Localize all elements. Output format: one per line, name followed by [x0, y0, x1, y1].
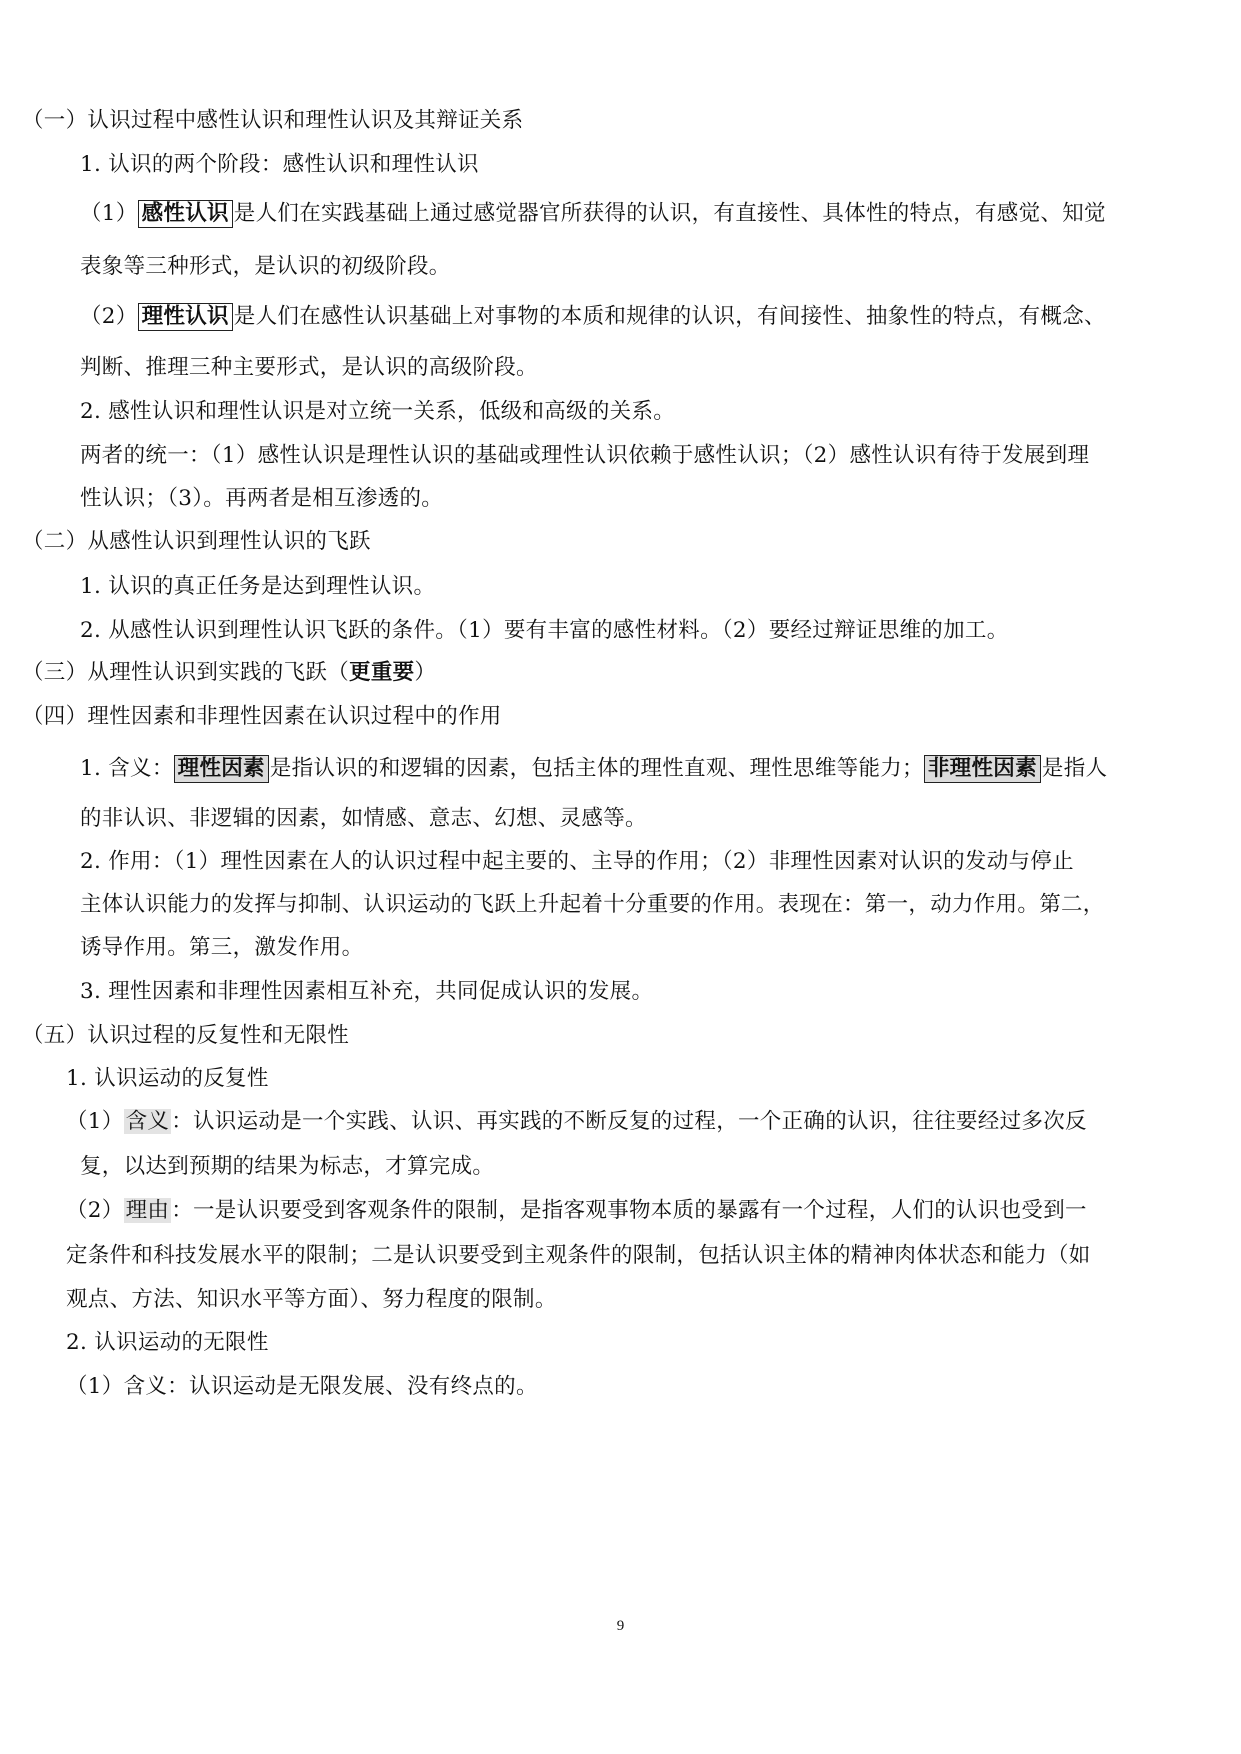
term-rational-cognition: 理性认识	[138, 303, 233, 331]
section-1-item-2: 2. 感性认识和理性认识是对立统一关系，低级和高级的关系。	[80, 399, 676, 424]
section-5-paragraph-3: （1）含义：认识运动是无限发展、没有终点的。	[66, 1374, 538, 1399]
heading-text: （三）从理性认识到实践的飞跃（	[22, 660, 350, 685]
section-4-item-2-line-2: 主体认识能力的发挥与抑制、认识运动的飞跃上升起着十分重要的作用。表现在：第一，动力作用。第二，	[80, 892, 1105, 917]
label-reason: 理由	[125, 1198, 170, 1223]
paragraph-text: ：认识运动是一个实践、认识、再实践的不断反复的过程，一个正确的认识，往往要经过多次反	[171, 1109, 1087, 1134]
section-1-paragraph-2-line-2: 判断、推理三种主要形式，是认识的高级阶段。	[80, 355, 538, 380]
section-1-heading: （一）认识过程中感性认识和理性认识及其辩证关系	[22, 108, 524, 133]
page-number: 9	[616, 1618, 625, 1634]
paragraph-prefix: （1）	[66, 1109, 124, 1134]
section-1-unity-line-1: 两者的统一：（1）感性认识是理性认识的基础或理性认识依赖于感性认识；（2）感性认识有待于发展到理	[80, 443, 1090, 468]
section-5-paragraph-1-line-2: 复，以达到预期的结果为标志，才算完成。	[80, 1154, 495, 1179]
section-4-item-3: 3. 理性因素和非理性因素相互补充，共同促成认识的发展。	[80, 979, 654, 1004]
section-2-item-1: 1. 认识的真正任务是达到理性认识。	[80, 574, 436, 599]
section-5-paragraph-2	[66, 1196, 1087, 1226]
section-4-item-2-line-3: 诱导作用。第三，激发作用。	[80, 935, 364, 960]
paragraph-prefix: （2）	[80, 304, 138, 329]
paragraph-text: ：一是认识要受到客观条件的限制，是指客观事物本质的暴露有一个过程，人们的认识也受到一	[171, 1198, 1087, 1223]
section-1-paragraph-1	[80, 199, 1106, 229]
section-4-item-1	[80, 754, 1107, 784]
section-5-paragraph-1	[66, 1107, 1087, 1137]
section-1-item-1: 1. 认识的两个阶段：感性认识和理性认识	[80, 152, 479, 177]
section-1-paragraph-1-line-2: 表象等三种形式，是认识的初级阶段。	[80, 254, 451, 279]
section-4-item-1-line-2: 的非认识、非逻辑的因素，如情感、意志、幻想、灵感等。	[80, 806, 647, 831]
section-5-item-2: 2. 认识运动的无限性	[66, 1330, 269, 1355]
section-3-heading	[22, 658, 436, 688]
paragraph-text: 是人们在感性认识基础上对事物的本质和规律的认识，有间接性、抽象性的特点，有概念、	[233, 304, 1106, 329]
section-1-unity-line-2: 性认识；（3）。再两者是相互渗透的。	[80, 486, 444, 511]
section-5-heading: （五）认识过程的反复性和无限性	[22, 1023, 350, 1048]
section-5-item-1: 1. 认识运动的反复性	[66, 1066, 269, 1091]
item-prefix: 1. 含义：	[80, 756, 174, 781]
emphasis-more-important: 更重要	[349, 660, 415, 685]
term-irrational-factor: 非理性因素	[924, 755, 1041, 783]
paragraph-text: 是人们在实践基础上通过感觉器官所获得的认识，有直接性、具体性的特点，有感觉、知觉	[233, 201, 1106, 226]
heading-suffix: ）	[414, 660, 437, 685]
label-meaning: 含义	[125, 1109, 170, 1134]
item-suffix: 是指人	[1041, 756, 1108, 781]
term-perceptual-cognition: 感性认识	[138, 200, 233, 228]
section-4-heading: （四）理性因素和非理性因素在认识过程中的作用	[22, 704, 502, 729]
section-5-paragraph-2-line-3: 观点、方法、知识水平等方面）、努力程度的限制。	[66, 1287, 557, 1312]
section-1-paragraph-2	[80, 302, 1106, 332]
item-text: 是指认识的和逻辑的因素，包括主体的理性直观、理性思维等能力；	[269, 756, 924, 781]
paragraph-prefix: （1）	[80, 201, 138, 226]
term-rational-factor: 理性因素	[174, 755, 269, 783]
section-2-item-2: 2. 从感性认识到理性认识飞跃的条件。（1）要有丰富的感性材料。（2）要经过辩证思维的加工。	[80, 618, 1009, 643]
section-4-item-2-line-1: 2. 作用：（1）理性因素在人的认识过程中起主要的、主导的作用；（2）非理性因素对认识的发动与停止	[80, 849, 1074, 874]
section-5-paragraph-2-line-2: 定条件和科技发展水平的限制；二是认识要受到主观条件的限制，包括认识主体的精神肉体状态和能力（如	[66, 1243, 1091, 1268]
paragraph-prefix: （2）	[66, 1198, 124, 1223]
section-2-heading: （二）从感性认识到理性认识的飞跃	[22, 529, 371, 554]
